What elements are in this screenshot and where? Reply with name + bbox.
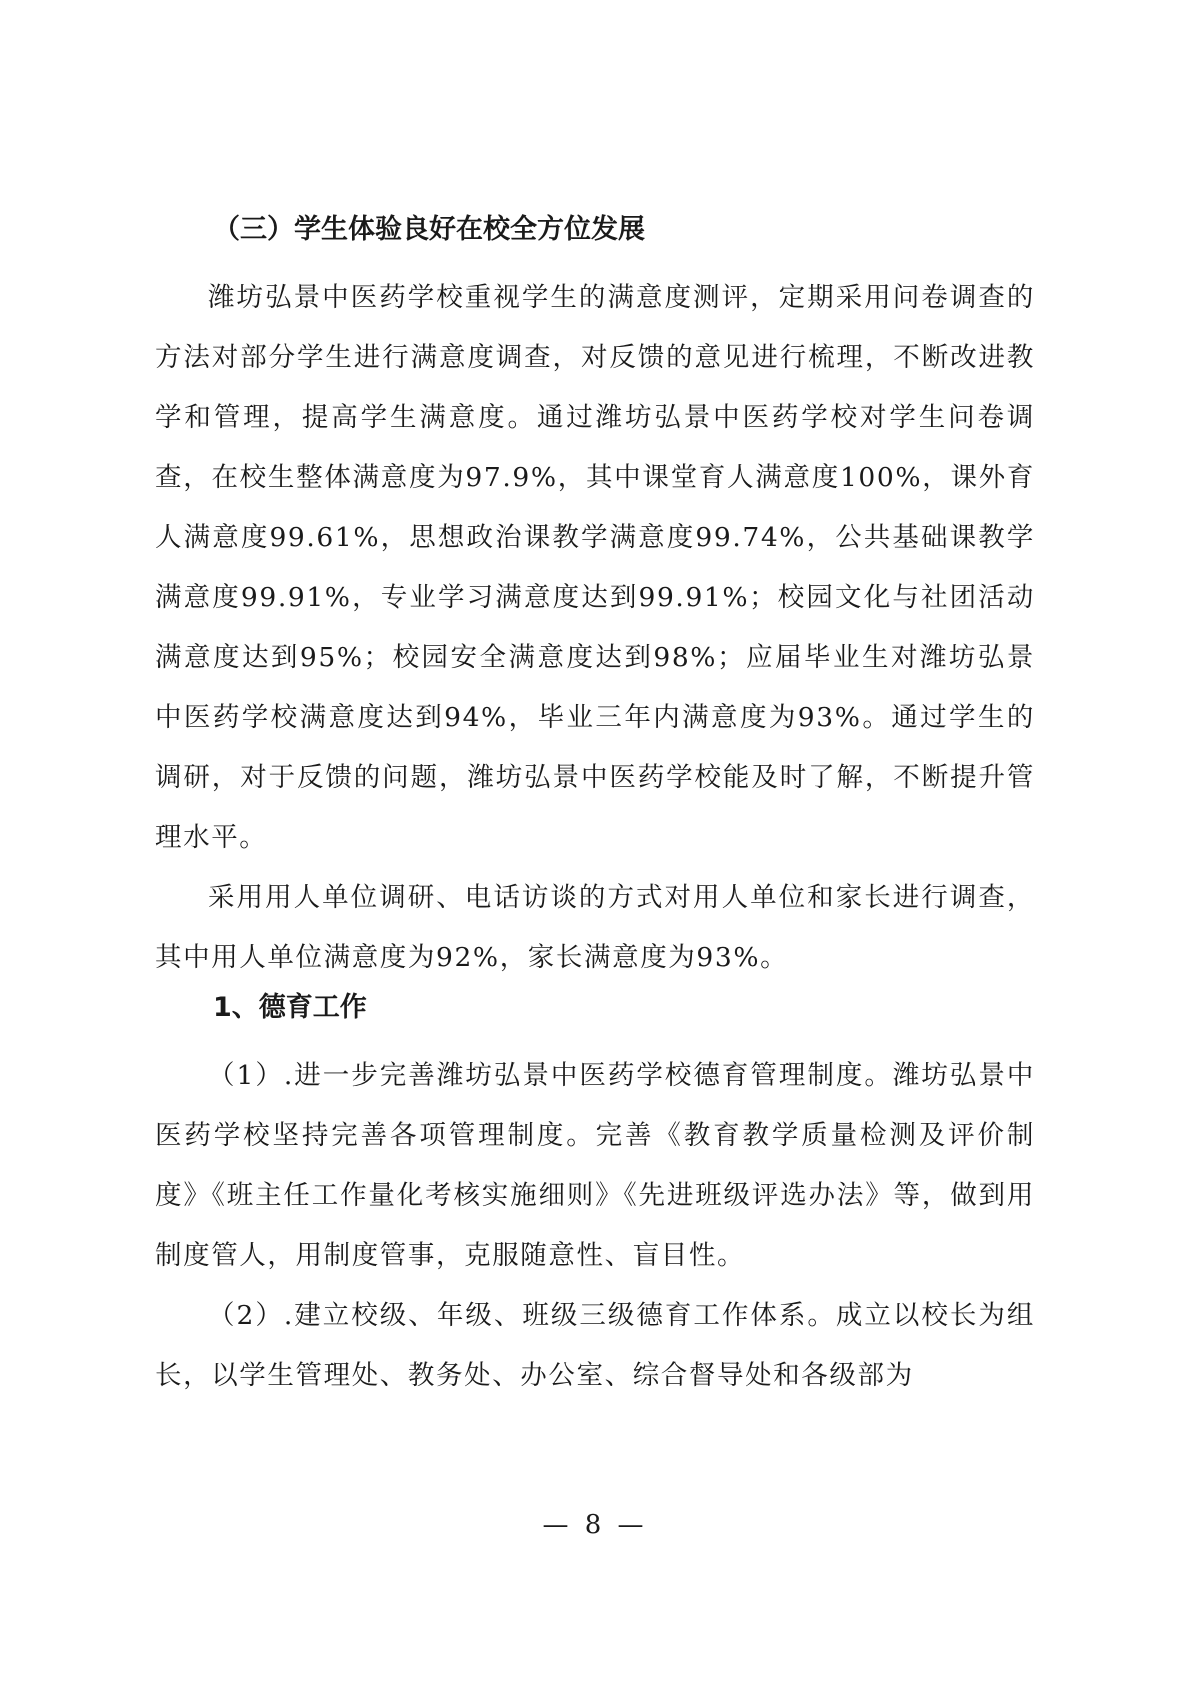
paragraph-three-level-system: （2）.建立校级、年级、班级三级德育工作体系。成立以校长为组长，以学生管理处、教务处、办公室、综合督导处和各级部为 — [155, 1300, 1035, 1391]
document-body — [155, 210, 1035, 1406]
paragraph-employer-survey: 采用用人单位调研、电话访谈的方式对用人单位和家长进行调查，其中用人单位满意度为92%，家长满意度为93%。 — [155, 882, 1035, 973]
sub-heading-moral-education: 1、德育工作 — [213, 992, 367, 1023]
paragraph-management-system: （1）.进一步完善潍坊弘景中医药学校德育管理制度。潍坊弘景中医药学校坚持完善各项管理制度。完善《教育教学质量检测及评价制度》《班主任工作量化考核实施细则》《先进班级评选办法》等，做到用制度管人，用制度管事，克服随意性、盲目性。 — [155, 1060, 1035, 1271]
paragraph-satisfaction-survey: 潍坊弘景中医药学校重视学生的满意度测评，定期采用问卷调查的方法对部分学生进行满意度调查，对反馈的意见进行梳理，不断改进教学和管理，提高学生满意度。通过潍坊弘景中医药学校对学生问卷调查，在校生整体满意度为97.9%，其中课堂育人满意度100%，课外育人满意度99.61%，思想政治课教学满意度99.74%，公共基础课教学满意度99.91%，专业学习满意度达到99.91%；校园文化与社团活动满意度达到95%；校园安全满意度达到98%；应届毕业生对潍坊弘景中医药学校满意度达到94%，毕业三年内满意度为93%。通过学生的调研，对于反馈的问题，潍坊弘景中医药学校能及时了解，不断提升管理水平。 — [155, 282, 1035, 853]
page-number: — 8 — — [542, 1510, 648, 1540]
section-heading: （三）学生体验良好在校全方位发展 — [213, 214, 645, 245]
